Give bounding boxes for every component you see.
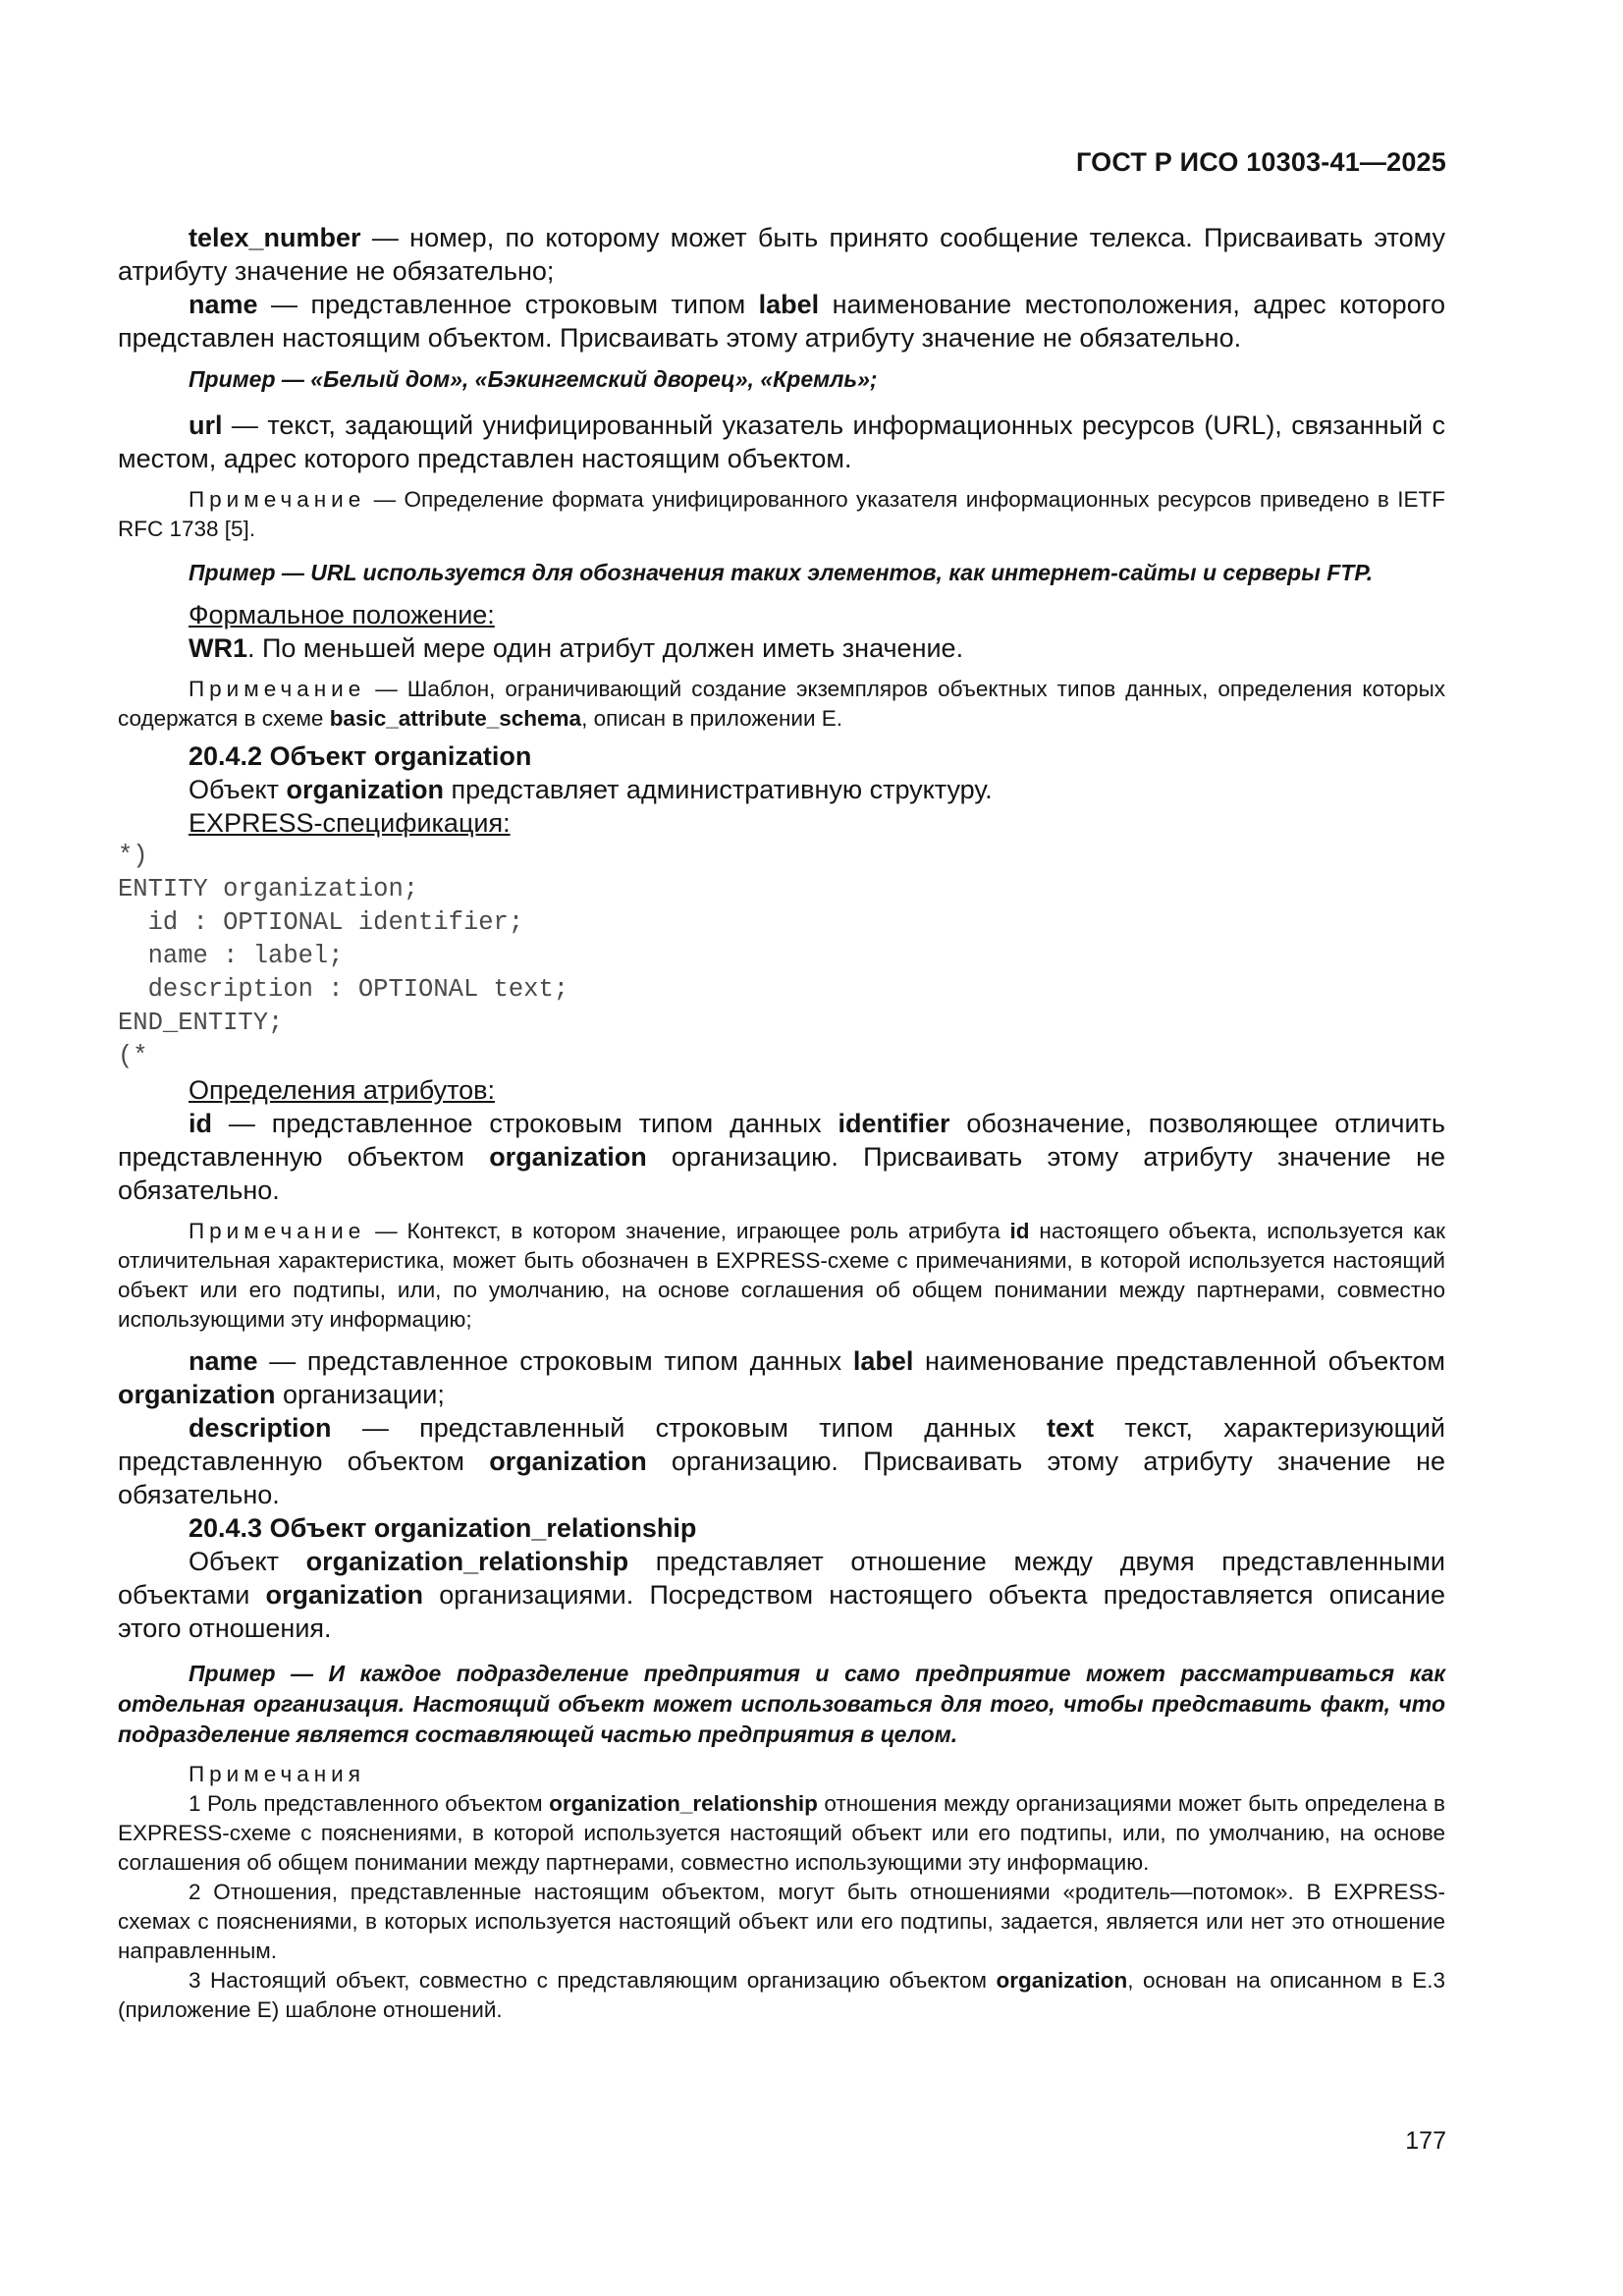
attribute-description: description — представленный строковым типом данных text текст, характеризующий представленную объектом organization организацию. Присваивать этому атрибуту значение не обязательно. [118,1413,1445,1509]
code-line: id : OPTIONAL identifier; [118,908,524,937]
note-item-1: 1 Роль представленного объектом organization_relationship отношения между организациями может быть определена в EXPRESS-схеме с пояснениями, в которой используется настоящий объект или его подтипы, или, по умолчанию, на основе соглашения об общем понимании между партнерами, совместно использующими эту информацию. [118,1791,1445,1875]
document-code-header: ГОСТ Р ИСО 10303-41—2025 [1076,147,1446,177]
note-paragraph: Примечание — Определение формата унифицированного указателя информационных ресурсов приведено в IETF RFC 1738 [5]. [118,487,1445,541]
express-spec-heading: EXPRESS-спецификация: [189,808,511,838]
term: name [189,290,258,319]
relationship-intro: Объект organization_relationship представляет отношение между двумя представленными объектами organization организациями. Посредством настоящего объекта предоставляется описание этого отношения. [118,1547,1445,1643]
example-paragraph: Пример — И каждое подразделение предприятия и само предприятие может рассматриваться как отдельная организация. Настоящий объект может использоваться для того, чтобы представить факт, что подразделение является составляющей частью предприятия в целом. [118,1661,1445,1747]
formal-provision-heading: Формальное положение: [189,600,495,629]
code-line: name : label; [118,942,344,970]
term: telex_number [189,223,361,252]
term: description [189,1413,332,1443]
code-line: (* [118,1042,148,1070]
attribute-definitions-heading: Определения атрибутов: [189,1075,496,1105]
term: name [189,1346,258,1376]
note-item-3: 3 Настоящий объект, совместно с представляющим организацию объектом organization, основан на описанном в E.3 (приложение E) шаблоне отношений. [118,1968,1445,2022]
attribute-name-location: name — представленное строковым типом label наименование местоположения, адрес которого представлен настоящим объектом. Присваивать этому атрибуту значение не обязательно. [118,290,1445,353]
rule-wr1: WR1. По меньшей мере один атрибут должен иметь значение. [189,633,964,663]
section-heading-20-4-3: 20.4.3 Объект organization_relationship [189,1513,697,1543]
code-line: END_ENTITY; [118,1009,284,1037]
code-line: *) [118,842,148,870]
code-line: description : OPTIONAL text; [118,975,569,1004]
example-paragraph: Пример — URL используется для обозначения таких элементов, как интернет-сайты и серверы FTP. [189,560,1374,585]
notes-label: Примечания [189,1762,365,1786]
express-code-block [118,840,1445,1073]
page-content [118,221,1445,2025]
note-label: Примечание [189,1219,366,1243]
example-paragraph: Пример — «Белый дом», «Бэкингемский дворец», «Кремль»; [189,366,878,392]
note-label: Примечание [189,677,366,701]
note-paragraph: Примечание — Шаблон, ограничивающий создание экземпляров объектных типов данных, определения которых содержатся в схеме basic_attribute_schema, описан в приложении E. [118,677,1445,731]
term: id [189,1109,212,1138]
note-item-2: 2 Отношения, представленные настоящим объектом, могут быть отношениями «родитель—потомок». В EXPRESS-схемах с пояснениями, в которых используется настоящий объект или его подтипы, задается, является или нет это отношение направленным. [118,1880,1445,1963]
organization-intro: Объект organization представляет административную структуру. [189,775,993,804]
attribute-name-organization: name — представленное строковым типом данных label наименование представленной объектом organization организации; [118,1346,1445,1409]
attribute-url: url — текст, задающий унифицированный указатель информационных ресурсов (URL), связанный с местом, адрес которого представлен настоящим объектом. [118,410,1445,473]
section-heading-20-4-2: 20.4.2 Объект organization [189,741,532,771]
attribute-telex-number: telex_number — номер, по которому может быть принято сообщение телекса. Присваивать этому атрибуту значение не обязательно; [118,223,1445,286]
page-number: 177 [1405,2127,1446,2155]
code-line: ENTITY organization; [118,875,419,903]
term: WR1 [189,633,247,663]
term: url [189,410,223,440]
note-paragraph: Примечание — Контекст, в котором значение, играющее роль атрибута id настоящего объекта, используется как отличительная характеристика, может быть обозначен в EXPRESS-схеме с примечаниями, в которой используется настоящий объект или его подтипы, или, по умолчанию, на основе соглашения об общем понимании между партнерами, совместно использующими эту информацию; [118,1219,1445,1332]
attribute-id: id — представленное строковым типом данных identifier обозначение, позволяющее отличить представленную объектом organization организацию. Присваивать этому атрибуту значение не обязательно. [118,1109,1445,1205]
note-label: Примечание [189,487,366,512]
